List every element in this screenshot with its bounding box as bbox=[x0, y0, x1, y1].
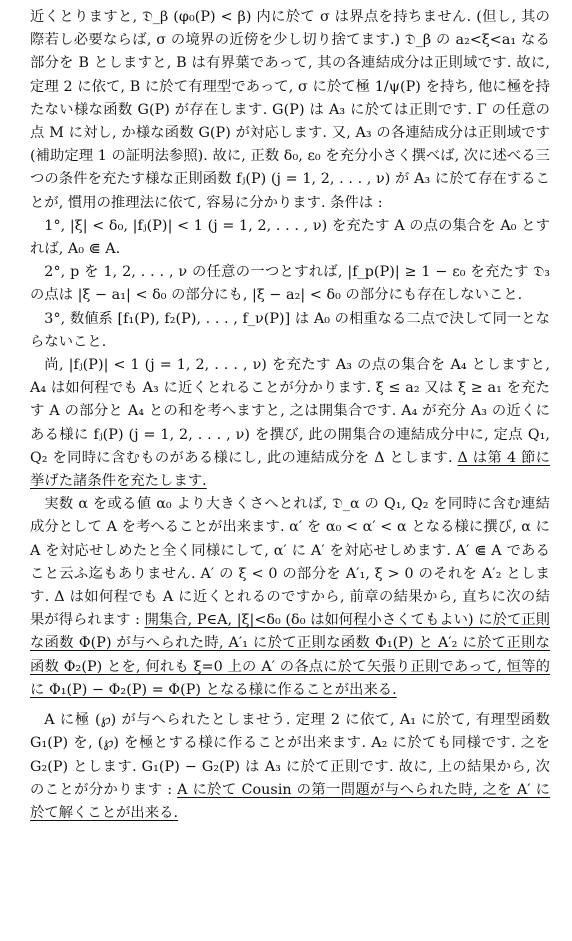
paragraph-intro bbox=[30, 6, 550, 215]
condition-text: 2°, p を 1, 2, . . . , ν の任意の一つとすれば, |f_p(P)| ≥ 1 − ε₀ を充たす 𝔇₃ の点は |ξ − a₁| < δ₀ の部分にも, |ξ − a₂| < δ₀ の部分にも存在しないこと. bbox=[30, 264, 550, 304]
condition-text: 3°, 数値系 [f₁(P), f₂(P), . . . , f_ν(P)] は A₀ の相重なる二点で決して同一とならないこと. bbox=[30, 310, 550, 350]
paragraph-delta bbox=[30, 354, 550, 493]
condition-1 bbox=[30, 215, 550, 261]
underlined-statement: 開集合, P∈A, |ξ|<δ₀ (δ₀ は如何程小さくてもよい) に於て正則な函数 Φ(P) が与へられた時, A′₁ に於て正則な函数 Φ₁(P) と A′₂ に於て正則な函数 Φ₂(P) とを, 何れも ξ=0 上の A′ の各点に於て矢張り正則であって, 恒等的に Φ₁(P) − Φ₂(P) = Φ(P) となる様に作ることが出来る. bbox=[30, 612, 551, 698]
paragraph-text: 尚, |fⱼ(P)| < 1 (j = 1, 2, . . . , ν) を充たす A₃ の点の集合を A₄ としますと, A₄ は如何程でも A₃ に近くとれることが分かります. ξ ≤ a₂ 又は ξ ≥ a₁ を充たす A の部分と A₄ との和を考へますと, 之は開集合です. A₄ が充分 A₃ の近くにある様に fⱼ(P) (j = 1, 2, . . . , ν) を撰び, 此の開集合の連結成分中に, 定点 Q₁, Q₂ を同時に含むものがある様にし, 此の連結成分を Δ とします. bbox=[30, 357, 550, 466]
underlined-statement: Δ は第 4 節に挙げた諸条件を充たします. bbox=[30, 449, 550, 490]
underlined-statement: A に於て Cousin の第一問題が与へられた時, 之を A′ に於て解くことが出来る. bbox=[30, 781, 550, 821]
paragraph-text: 実数 α を或る値 α₀ より大きくさへとれば, 𝔇_α の Q₁, Q₂ を同時に含む連結成分として A を考へることが出来ます. α′ を α₀ < α′ < α となる様に撰び, α に A を対応せしめたと全く同様にして, α′ に A′ を対応せしめます. A′ ⋐ A であること云ふ迄もありません. A′ の ξ < 0 の部分を A′₁, ξ > 0 のそれを A′₂ とします. Δ は如何程でも A に近くとれるのですから, 前章の結果から, 直ちに次の結果が得られます : bbox=[30, 496, 550, 629]
condition-2 bbox=[30, 261, 550, 307]
paragraph-text: 近くとりますと, 𝔇_β (φ₀(P) < β) 内に於て σ は界点を持ちません. (但し, 其の際若し必要ならば, σ の境界の近傍を少し切り捨てます.) 𝔇_β の a₂<ξ<a₁ なる部分を B としますと, B は有界葉であって, 其の各連結成分は正則域です. 故に, 定理 2 に依て, B に於て有理型であって, σ に於て極 1/ψ(P) を持ち, 他に極を持たない様な函数 G(P) が存在します. G(P) は A₃ に於ては正則です. Γ の任意の点 M に対し, か様な函数 G(P) が対応します. 又, A₃ の各連結成分は正則域です (補助定理 1 の証明法参照). 故に, 正数 δ₀, ε₀ を充分小さく撰べば, 次に述べる三つの条件を充たす様な正則函数 fⱼ(P) (j = 1, 2, . . . , ν) が A₃ に於て存在することが, 慣用の推理法に依て, 容易に分かります. 条件は : bbox=[30, 9, 550, 211]
condition-3 bbox=[30, 308, 550, 354]
condition-text: 1°, |ξ| < δ₀, |fⱼ(P)| < 1 (j = 1, 2, . . . , ν) を充たす A の点の集合を A₀ とすれば, A₀ ⋐ A. bbox=[30, 217, 550, 258]
paragraph-result bbox=[30, 493, 550, 702]
paragraph-text: A に極 (℘) が与へられたとしませう. 定理 2 に依て, A₁ に於て, 有理型函数 G₁(P) を, (℘) を極とする様に作ることが出来ます. A₂ に於ても同様です. 之を G₂(P) とします. G₁(P) − G₂(P) は A₃ に於て正則です. 故に, 上の結果から, 次のことが分かります : bbox=[30, 712, 550, 798]
paragraph-cousin bbox=[30, 709, 550, 825]
